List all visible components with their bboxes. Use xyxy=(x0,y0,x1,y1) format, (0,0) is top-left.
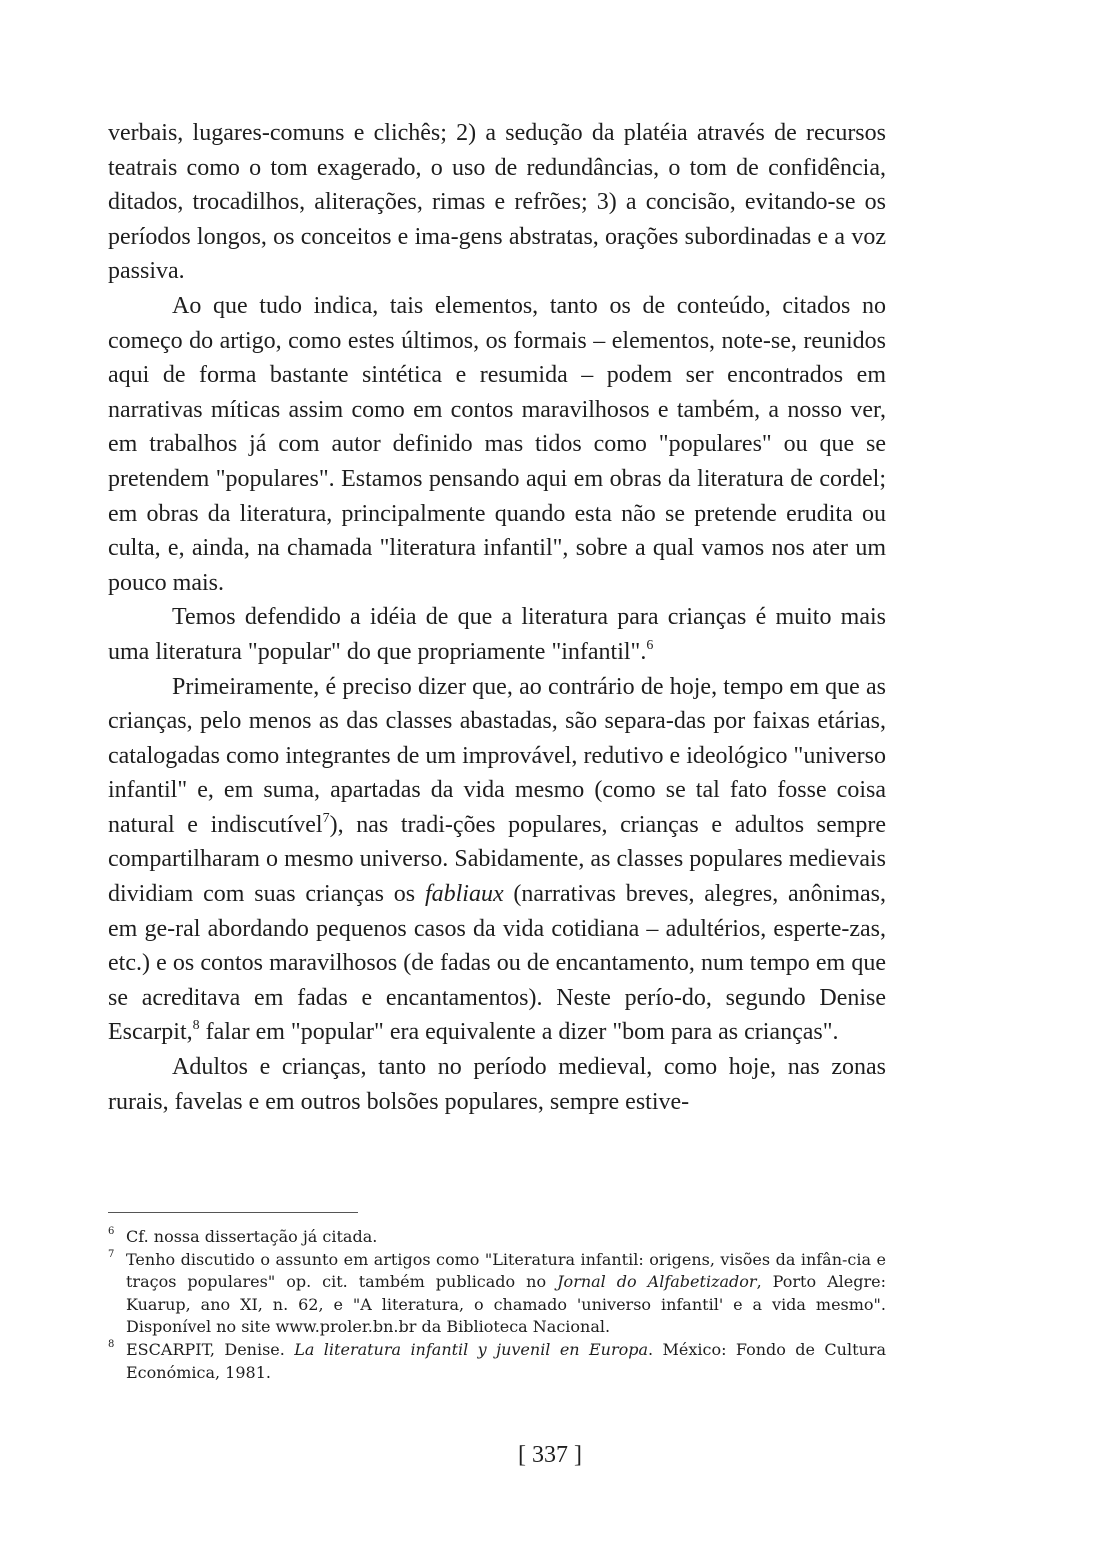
footnote-7-mark: 7 xyxy=(108,1248,115,1260)
paragraph-4-text-d: falar em "popular" era equivalente a dizer "bom para as crianças". xyxy=(199,1019,839,1046)
paragraph-2: Ao que tudo indica, tais elementos, tanto os de conteúdo, citados no começo do artigo, como estes últimos, os formais – elementos, note-se, reunidos aqui de forma bastante sintética e resumida – podem ser encontrados em narrativas míticas assim como em contos maravilhosos e também, a nosso ver, em trabalhos já com autor definido mas tidos como "populares" ou que se pretendem "populares". Estamos pensando aqui em obras da literatura de cordel; em obras da literatura, principalmente quando esta não se pretende erudita ou culta, e, ainda, na chamada "literatura infantil", sobre a qual vamos nos ater um pouco mais. xyxy=(108,292,886,596)
paragraph-3-text: Temos defendido a idéia de que a literatura para crianças é muito mais uma literatura "popular" do que propriamente "infantil". xyxy=(108,604,886,665)
footnote-ref-7[interactable]: 7 xyxy=(322,810,330,826)
footnote-ref-8[interactable]: 8 xyxy=(192,1018,200,1034)
footnote-7-text-a: Tenho discutido o assunto em artigos como "Literatura infantil: origens, visões da infân-cia e traços populares" op. cit. também publicado no xyxy=(126,1249,886,1292)
paragraph-4-text-b: ), nas tradi-ções populares, crianças e adultos sempre compartilharam o mesmo universo. Sabidamente, as classes populares medievais dividiam com suas crianças os xyxy=(108,811,886,908)
paragraph-4-text-a: Primeiramente, é preciso dizer que, ao contrário de hoje, tempo em que as crianças, pelo menos as das classes abastadas, são separa-das por faixas etárias, catalogadas como integrantes de um improvável, redutivo e ideológico "universo infantil" e, em suma, apartadas da vida mesmo (como se tal fato fosse coisa natural e indiscutível xyxy=(108,673,886,838)
footnote-7 xyxy=(108,1249,886,1339)
footnote-6-text: Cf. nossa dissertação já citada. xyxy=(126,1227,378,1246)
footnote-7-journal-title: Jornal do Alfabetizador xyxy=(557,1272,757,1292)
footnote-8-text-a: ESCARPIT, Denise. xyxy=(126,1339,295,1359)
paragraph-4-text-c: (narrativas breves, alegres, anônimas, em ge-ral abordando pequenos casos da vida cotidiana – adultérios, esperte-zas, etc.) e os contos maravilhosos (de fadas ou de encantamento, num tempo em que se acreditava em fadas e encantamentos). Neste perío-do, segundo Denise Escarpit, xyxy=(108,881,886,1046)
page-number: [ 337 ] xyxy=(518,1442,582,1468)
footnotes xyxy=(108,1226,886,1384)
footnote-8 xyxy=(108,1339,886,1384)
main-text xyxy=(108,116,886,1119)
footnote-6-mark: 6 xyxy=(108,1226,115,1237)
paragraph-5: Adultos e crianças, tanto no período medieval, como hoje, nas zonas rurais, favelas e em outros bolsões populares, sempre estive- xyxy=(108,1054,886,1115)
footnote-7-text-b: , Porto Alegre: Kuarup, ano XI, n. 62, e "A literatura, o chamado 'universo infantil' e a vida mesmo". Disponível no site www.proler.bn.br da Biblioteca Nacional. xyxy=(126,1272,887,1337)
footnote-8-mark: 8 xyxy=(108,1338,115,1350)
fabliaux-term: fabliaux xyxy=(424,881,504,908)
footnote-ref-6[interactable]: 6 xyxy=(646,637,654,653)
footnote-6 xyxy=(108,1226,886,1249)
paragraph-3 xyxy=(108,600,886,669)
footnote-divider xyxy=(108,1212,358,1213)
footnote-8-text-b: . México: Fondo de Cultura Económica, 1981. xyxy=(126,1339,886,1382)
paragraph-1: verbais, lugares-comuns e clichês; 2) a sedução da platéia através de recursos teatrais como o tom exagerado, o uso de redundâncias, o tom de confidência, ditados, trocadilhos, aliterações, rimas e refrões; 3) a concisão, evitando-se os períodos longos, os conceitos e ima-gens abstratas, orações subordinadas e a voz passiva. xyxy=(108,120,886,285)
footnote-8-book-title: La literatura infantil y juvenil en Europa xyxy=(294,1339,649,1359)
paragraph-4 xyxy=(108,670,886,1051)
